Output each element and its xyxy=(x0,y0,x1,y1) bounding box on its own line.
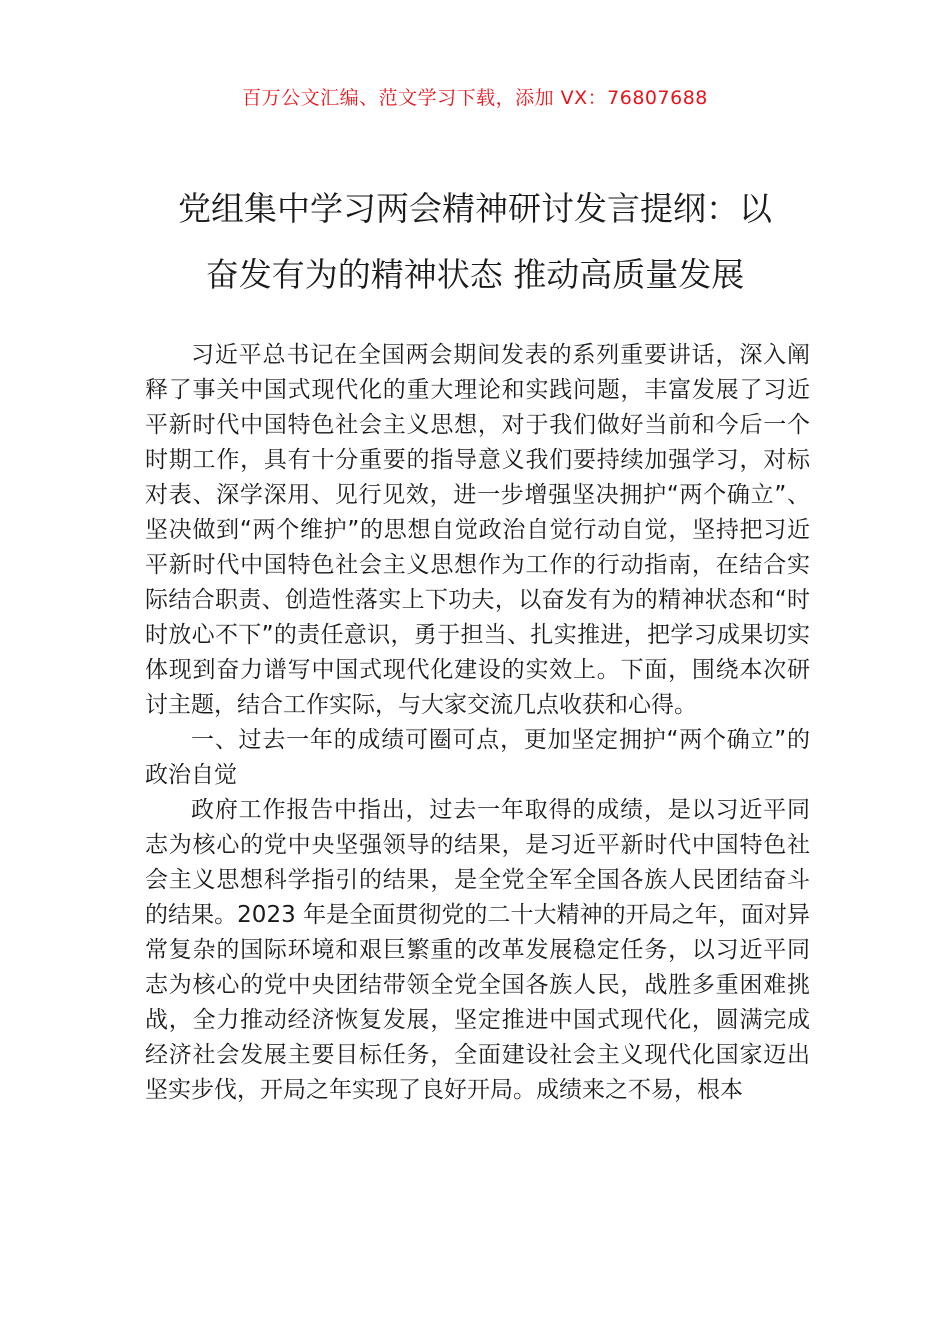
document-title xyxy=(120,176,830,308)
paragraph-intro: 习近平总书记在全国两会期间发表的系列重要讲话，深入阐释了事关中国式现代化的重大理论和实践问题，丰富发展了习近平新时代中国特色社会主义思想，对于我们做好当前和今后一个时期工作，具有十分重要的指导意义我们要持续加强学习，对标对表、深学深用、见行见效，进一步增强坚决拥护“两个确立”、坚决做到“两个维护”的思想自觉政治自觉行动自觉，坚持把习近平新时代中国特色社会主义思想作为工作的行动指南，在结合实际结合职责、创造性落实上下功夫，以奋发有为的精神状态和“时时放心不下”的责任意识，勇于担当、扎实推进，把学习成果切实体现到奋力谱写中国式现代化建设的实效上。下面，围绕本次研讨主题，结合工作实际，与大家交流几点收获和心得。 xyxy=(145,342,810,718)
paragraph-section-1: 政府工作报告中指出，过去一年取得的成绩，是以习近平同志为核心的党中央坚强领导的结果，是习近平新时代中国特色社会主义思想科学指引的结果，是全党全军全国各族人民团结奋斗的结果。2023 年是全面贯彻党的二十大精神的开局之年，面对异常复杂的国际环境和艰巨繁重的改革发展稳定任务，以习近平同志为核心的党中央团结带领全党全国各族人民，战胜多重困难挑战，全力推动经济恢复发展，坚定推进中国式现代化，圆满完成经济社会发展主要目标任务，全面建设社会主义现代化国家迈出坚实步伐，开局之年实现了良好开局。成绩来之不易，根本 xyxy=(145,797,810,1103)
section-heading: 一、过去一年的成绩可圈可点，更加坚定拥护“两个确立”的政治自觉 xyxy=(145,727,810,788)
document-body xyxy=(145,338,810,1108)
title-line-2: 奋发有为的精神状态 推动高质量发展 xyxy=(205,255,745,294)
promo-banner: 百万公文汇编、范文学习下载，添加 VX：76807688 xyxy=(242,87,708,109)
title-line-1: 党组集中学习两会精神研讨发言提纲：以 xyxy=(178,189,772,228)
